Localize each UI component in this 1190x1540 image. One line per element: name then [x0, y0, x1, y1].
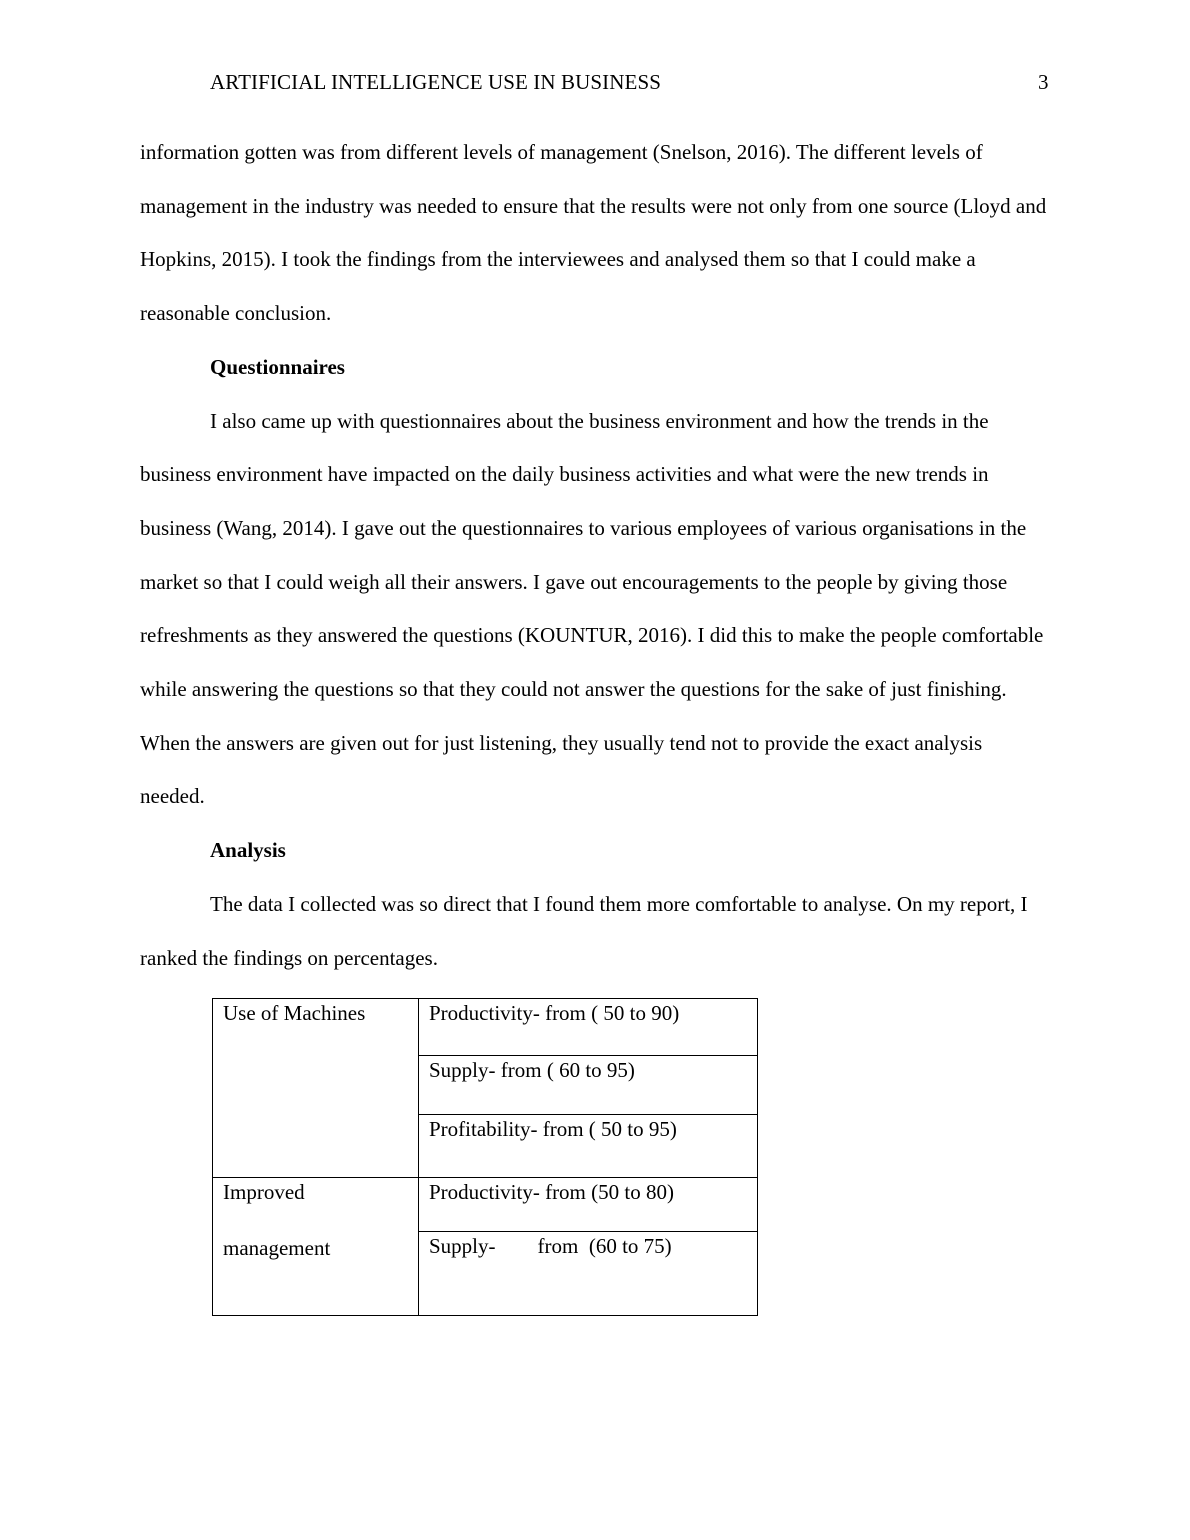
- category-cell-use-of-machines: [213, 999, 419, 1178]
- value-cell: [419, 1178, 758, 1232]
- value-cell: [419, 1115, 758, 1178]
- page-number: 3: [1038, 70, 1049, 94]
- paragraph-questionnaires: I also came up with questionnaires about the business environment and how the trends in the business environment have impacted on the daily business activities and what were the new trends in business (Wang, 2014). I gave out the questionnaires to various employees of various organisations in the market so that I could weigh all their answers. I gave out encouragements to the people by giving those refreshments as they answered the questions (KOUNTUR, 2016). I did this to make the people comfortable while answering the questions so that they could not answer the questions for the sake of just finishing. When the answers are given out for just listening, they usually tend not to provide the exact analysis needed.: [140, 408, 1044, 809]
- heading-questionnaires: Questionnaires: [210, 354, 345, 379]
- value-cell: [419, 1056, 758, 1115]
- category-cell-improved-management: [213, 1178, 419, 1316]
- value-text: Supply- from ( 60 to 95): [429, 1058, 635, 1082]
- paragraph-methodology-interviews: information gotten was from different levels of management (Snelson, 2016). The different levels of management in the industry was needed to ensure that the results were not only from one source (Lloyd and Hopkins, 2015). I took the findings from the interviewees and analysed them so that I could make a reasonable conclusion.: [140, 140, 1047, 326]
- value-text: Supply- from (60 to 75): [429, 1234, 672, 1258]
- category-label: Use of Machines: [223, 1001, 366, 1025]
- value-text: Productivity- from (50 to 80): [429, 1180, 674, 1204]
- value-text: Profitability- from ( 50 to 95): [429, 1117, 677, 1141]
- category-label-line2: management: [223, 1236, 331, 1260]
- value-text: Productivity- from ( 50 to 90): [429, 1001, 680, 1025]
- value-cell: [419, 1232, 758, 1316]
- paragraph-analysis: The data I collected was so direct that I found them more comfortable to analyse. On my report, I ranked the findings on percentages.: [140, 891, 1028, 970]
- value-cell: [419, 999, 758, 1056]
- running-head: ARTIFICIAL INTELLIGENCE USE IN BUSINESS: [210, 70, 662, 94]
- table-row: [213, 999, 758, 1056]
- table-row: [213, 1178, 758, 1232]
- findings-table: [212, 998, 758, 1316]
- body-text: [140, 126, 1050, 985]
- heading-analysis: Analysis: [210, 838, 286, 863]
- category-label-line1: Improved: [223, 1180, 305, 1204]
